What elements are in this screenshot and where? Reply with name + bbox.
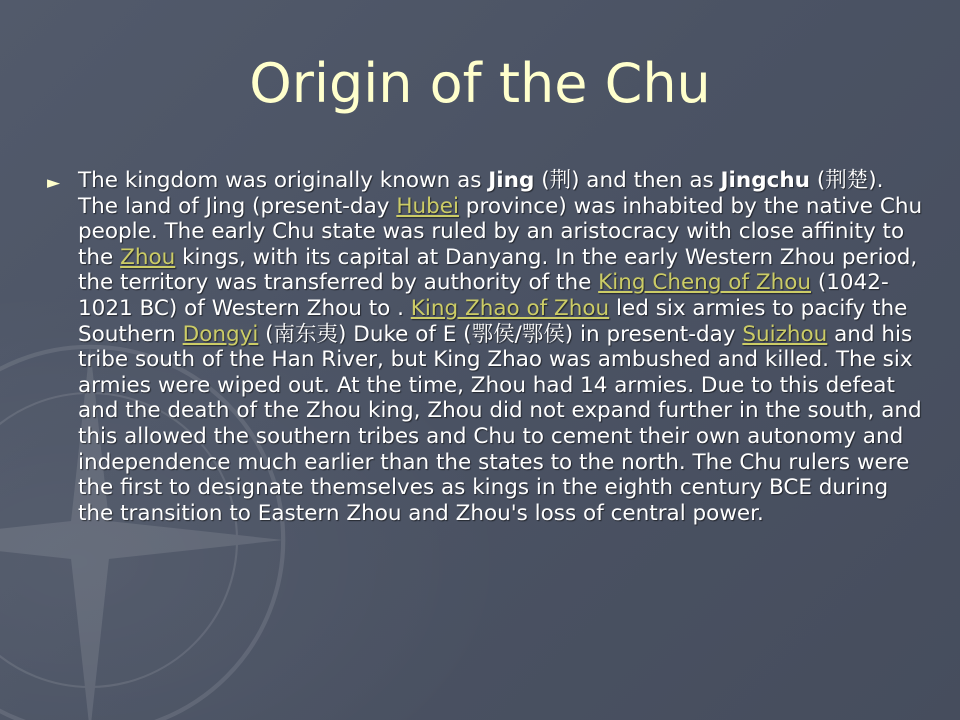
paragraph-text: led six armies to pacify the Southern [78,295,908,347]
paragraph-text: The kingdom was originally known as [78,168,489,193]
link-king-cheng-of-zhou[interactable]: King Cheng of Zhou [598,270,811,296]
paragraph-text: and his tribe south of the Han River, but King Zhao was ambushed and killed. The six armies were wiped out. At the time, Zhou had 14 armies. Due to this defeat and the death of the Zhou king, Zhou did not expand further in the south, and this allowed the southern tribes and Chu to cement their own autonomy and independence much earlier than the states to the north. The Chu rulers were the first to designate themselves as kings in the eighth century BCE during the transition to Eastern Zhou and Zhou's loss of central power. [78,321,922,526]
slide-title: Origin of the Chu [249,52,711,115]
link-zhou[interactable]: Zhou [120,244,176,270]
body-paragraph [78,168,925,526]
bold-term: Jing [488,168,535,193]
paragraph-text: province) was inhabited by the native Chu people. The early Chu state was ruled by an aristocracy with close affinity to the [78,193,923,270]
link-hubei[interactable]: Hubei [396,193,459,219]
bullet-item [40,168,925,526]
link-king-zhao-of-zhou[interactable]: King Zhao of Zhou [410,295,610,321]
paragraph-text: kings, with its capital at Danyang. In the early Western Zhou period, the territory was transferred by authority of the [78,244,918,296]
link-suizhou[interactable]: Suizhou [742,321,828,347]
link-dongyi[interactable]: Dongyi [182,321,259,347]
paragraph-text: (南东夷) Duke of E (鄂侯/鄂侯) in present-day [258,321,743,347]
bold-term: Jingchu [720,168,810,193]
paragraph-text: (1042-1021 BC) of Western Zhou to . [78,270,889,321]
paragraph-text: (荆) and then as [534,168,721,193]
triangle-right-bullet-icon: ► [47,173,61,193]
paragraph-text: (荆楚). The land of Jing (present-day [78,168,884,219]
